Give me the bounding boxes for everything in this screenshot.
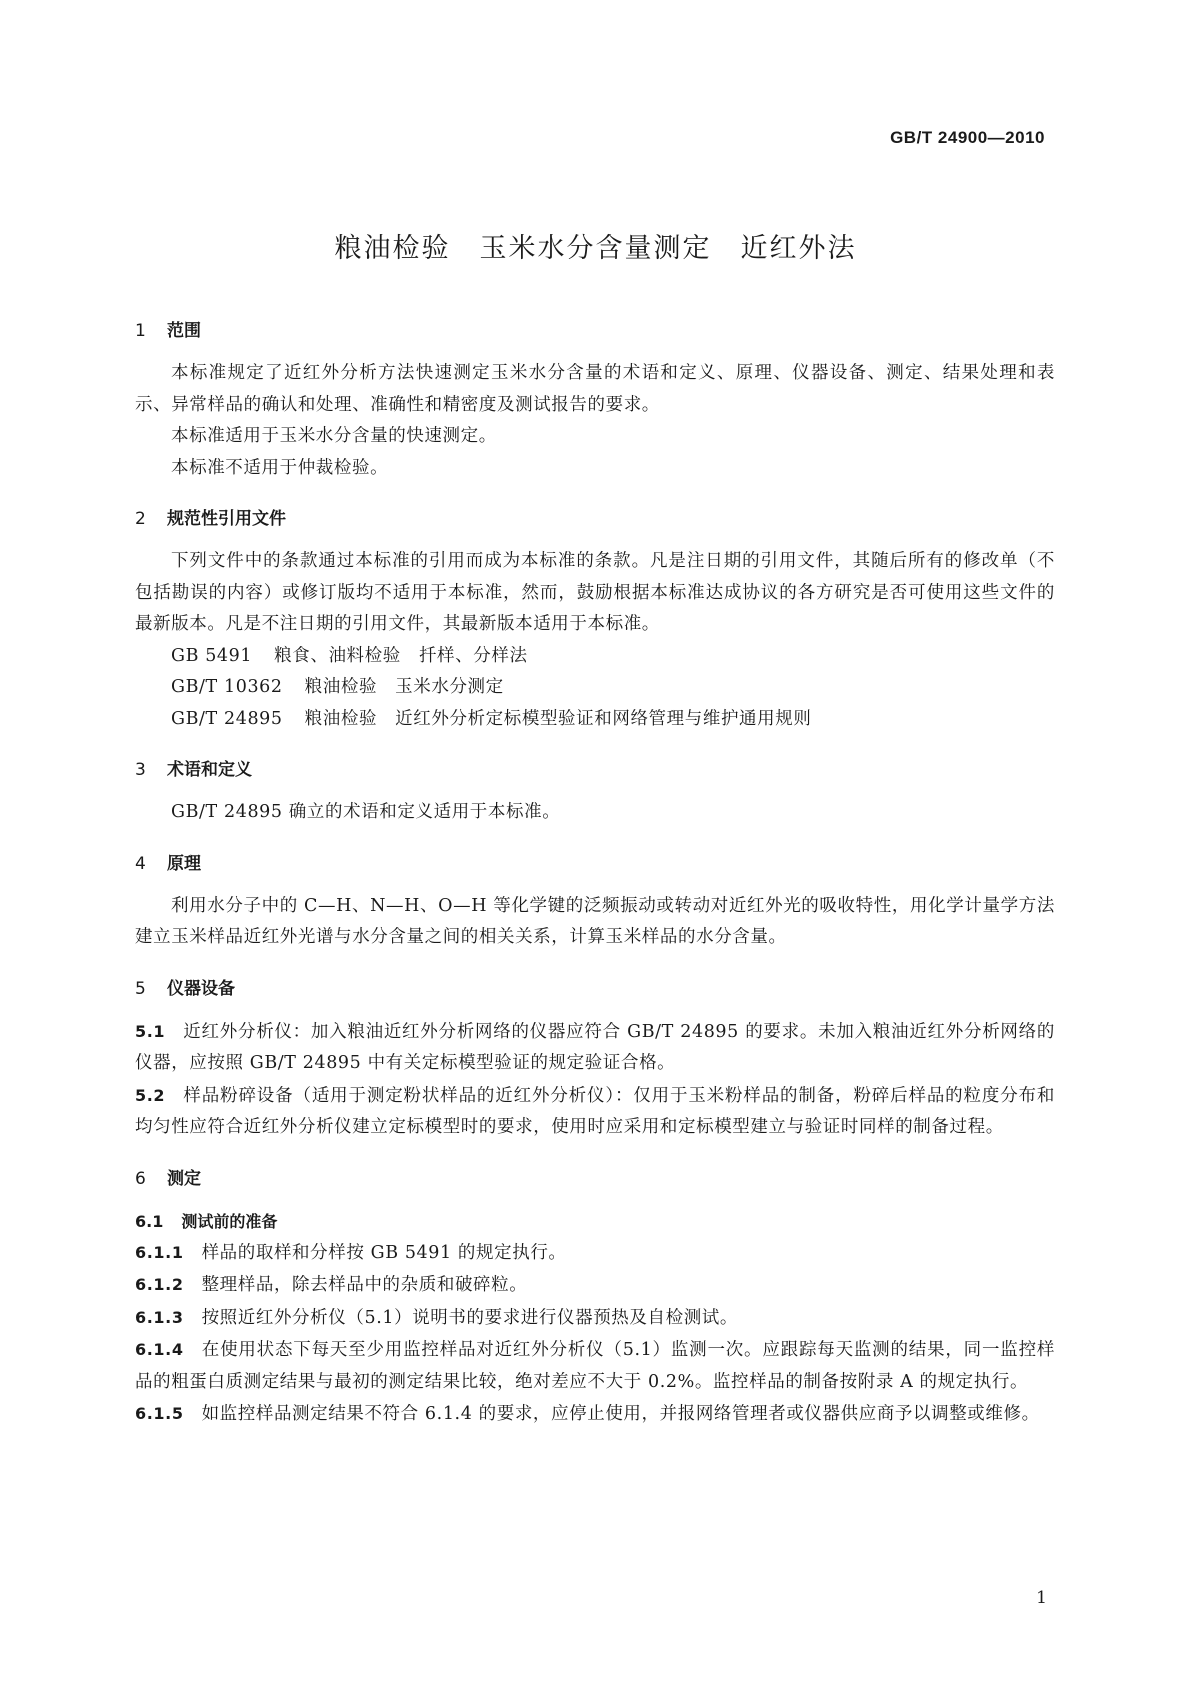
- reference-code: GB 5491: [171, 645, 253, 666]
- clause-5-1: [135, 1016, 1055, 1080]
- clause-5-2: [135, 1080, 1055, 1144]
- section-6-heading: [135, 1166, 1055, 1192]
- section-title: 原理: [167, 853, 201, 874]
- reference-title: 粮油检验 玉米水分测定: [304, 677, 504, 697]
- section-title: 范围: [167, 321, 201, 341]
- clause-number: 6.1.5: [135, 1404, 184, 1423]
- section-number: 4: [135, 853, 146, 874]
- clause-6-1-4: [135, 1334, 1055, 1398]
- reference-code: GB/T 24895: [171, 708, 283, 729]
- subsection-title: 测试前的准备: [181, 1211, 278, 1231]
- document-body: [135, 318, 1055, 1431]
- clause-text: 如监控样品测定结果不符合 6.1.4 的要求，应停止使用，并报网络管理者或仪器供应商予以调整或维修。: [201, 1404, 1040, 1424]
- normative-reference: [135, 704, 1055, 736]
- reference-code: GB/T 10362: [171, 677, 283, 697]
- clause-number: 5.2: [135, 1085, 166, 1105]
- clause-number: 6.1.1: [135, 1242, 184, 1262]
- subsection-6-1-heading: [135, 1206, 1055, 1237]
- section-title: 规范性引用文件: [167, 509, 286, 529]
- clause-text: 样品的取样和分样按 GB 5491 的规定执行。: [201, 1242, 567, 1263]
- clause-text: 按照近红外分析仪（5.1）说明书的要求进行仪器预热及自检测试。: [201, 1307, 738, 1328]
- paragraph: 利用水分子中的 C—H、N—H、O—H 等化学键的泛频振动或转动对近红外光的吸收特性，用化学计量学方法建立玉米样品近红外光谱与水分含量之间的相关关系，计算玉米样品的水分含量。: [135, 895, 1055, 947]
- section-number: 5: [135, 978, 146, 999]
- clause-text: 整理样品，除去样品中的杂质和破碎粒。: [201, 1275, 528, 1295]
- normative-reference: [135, 672, 1055, 704]
- section-3-heading: [135, 757, 1055, 783]
- clause-6-1-3: [135, 1302, 1055, 1335]
- page-number: 1: [1036, 1588, 1047, 1608]
- paragraph: 下列文件中的条款通过本标准的引用而成为本标准的条款。凡是注日期的引用文件，其随后所有的修改单（不包括勘误的内容）或修订版均不适用于本标准，然而，鼓励根据本标准达成协议的各方研究是否可使用这些文件的最新版本。凡是不注日期的引用文件，其最新版本适用于本标准。: [135, 551, 1055, 634]
- reference-title: 粮油检验 近红外分析定标模型验证和网络管理与维护通用规则: [304, 708, 812, 729]
- subsection-number: 6.1: [135, 1211, 164, 1231]
- section-4-heading: [135, 851, 1055, 877]
- paragraph: 本标准不适用于仲裁检验。: [171, 457, 389, 478]
- section-5-heading: [135, 976, 1055, 1002]
- normative-reference: [135, 641, 1055, 673]
- section-number: 1: [135, 321, 146, 341]
- section-number: 2: [135, 509, 146, 529]
- clause-text: 样品粉碎设备（适用于测定粉状样品的近红外分析仪）：仅用于玉米粉样品的制备，粉碎后样品的粒度分布和均匀性应符合近红外分析仪建立定标模型时的要求，使用时应采用和定标模型建立与验证时同样的制备过程。: [135, 1085, 1055, 1137]
- document-title: 粮油检验 玉米水分含量测定 近红外法: [334, 233, 857, 264]
- paragraph: 本标准适用于玉米水分含量的快速测定。: [171, 426, 497, 446]
- reference-title: 粮食、油料检验 扦样、分样法: [274, 645, 528, 666]
- paragraph: 本标准规定了近红外分析方法快速测定玉米水分含量的术语和定义、原理、仪器设备、测定、结果处理和表示、异常样品的确认和处理、准确性和精密度及测试报告的要求。: [135, 363, 1055, 415]
- section-2-heading: [135, 506, 1055, 532]
- clause-text: 近红外分析仪：加入粮油近红外分析网络的仪器应符合 GB/T 24895 的要求。未加入粮油近红外分析网络的仪器，应按照 GB/T 24895 中有关定标模型验证的规定验证合格。: [135, 1021, 1055, 1073]
- section-1-heading: [135, 318, 1055, 344]
- section-title: 测定: [167, 1168, 201, 1189]
- clause-6-1-2: [135, 1269, 1055, 1302]
- section-number: 6: [135, 1168, 146, 1189]
- section-title: 术语和定义: [167, 760, 252, 780]
- paragraph: GB/T 24895 确立的术语和定义适用于本标准。: [171, 802, 561, 822]
- clause-text: 在使用状态下每天至少用监控样品对近红外分析仪（5.1）监测一次。应跟踪每天监测的结果，同一监控样品的粗蛋白质测定结果与最初的测定结果比较，绝对差应不大于 0.2%。监控样品的制备按附录 A 的规定执行。: [135, 1340, 1055, 1392]
- section-title: 仪器设备: [167, 978, 235, 999]
- clause-6-1-5: [135, 1398, 1055, 1431]
- clause-number: 5.1: [135, 1021, 166, 1041]
- section-number: 3: [135, 760, 146, 780]
- clause-number: 6.1.4: [135, 1340, 184, 1359]
- clause-number: 6.1.2: [135, 1275, 184, 1294]
- clause-6-1-1: [135, 1237, 1055, 1270]
- clause-number: 6.1.3: [135, 1307, 184, 1327]
- standard-code: GB/T 24900—2010: [890, 128, 1045, 147]
